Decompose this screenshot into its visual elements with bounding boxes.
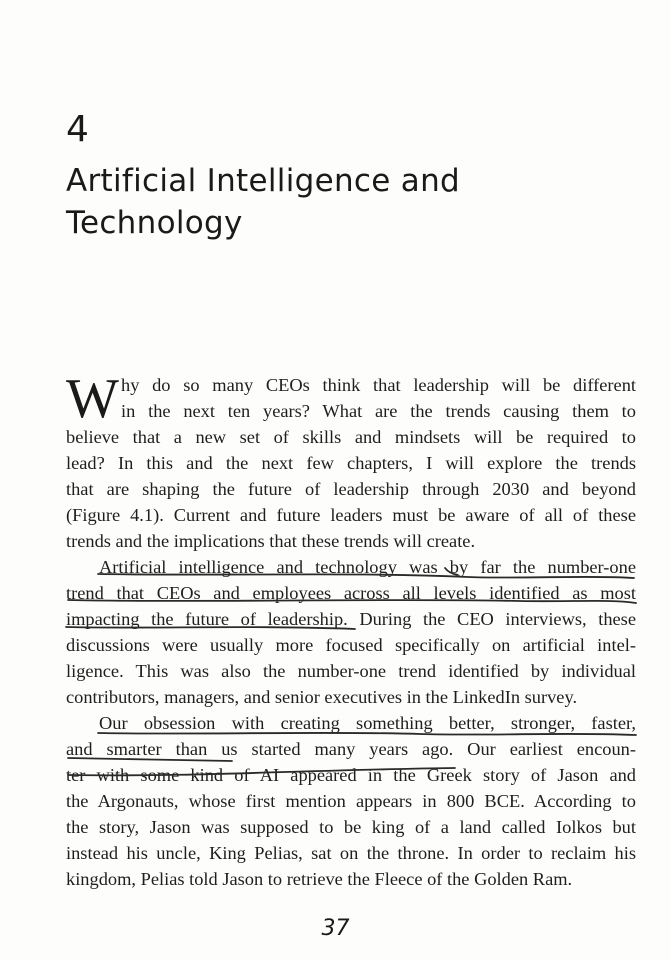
text-line: the Argonauts, whose first mention appears in 800 BCE. According to: [66, 791, 636, 811]
chapter-number: 4: [66, 109, 89, 150]
text-line: lead? In this and the next few chapters, I will explore the trends: [66, 453, 636, 473]
chapter-title: [66, 160, 626, 244]
text-line: Our obsession with creating something better, stronger, faster,: [99, 713, 636, 733]
chapter-title-line: Technology: [66, 205, 243, 241]
text-line: and smarter than us started many years ago. Our earliest encoun-: [66, 739, 636, 759]
text-line: ter with some kind of AI appeared in the Greek story of Jason and: [66, 765, 636, 785]
paragraph-2: [66, 554, 636, 710]
text-line: in the next ten years? What are the trends causing them to: [121, 401, 636, 421]
text-line: kingdom, Pelias told Jason to retrieve the Fleece of the Golden Ram.: [66, 869, 573, 889]
paragraph-3: [66, 710, 636, 892]
text-line: believe that a new set of skills and mindsets will be required to: [66, 427, 636, 447]
text-line: hy do so many CEOs think that leadership will be different: [121, 375, 636, 395]
text-line: impacting the future of leadership. During the CEO interviews, these: [66, 609, 636, 629]
text-line: contributors, managers, and senior executives in the LinkedIn survey.: [66, 687, 578, 707]
text-line: trend that CEOs and employees across all levels identified as most: [66, 583, 636, 603]
chapter-title-line: Artificial Intelligence and: [66, 163, 461, 199]
text-line: ligence. This was also the number-one trend identified by individual: [66, 661, 636, 681]
text-line: trends and the implications that these trends will create.: [66, 531, 476, 551]
text-line: the story, Jason was supposed to be king of a land called Iolkos but: [66, 817, 636, 837]
text-line: Artificial intelligence and technology was by far the number-one: [99, 557, 636, 577]
paragraph-1: [66, 372, 636, 424]
text-line: discussions were usually more focused specifically on artificial intel-: [66, 635, 636, 655]
text-line: that are shaping the future of leadership through 2030 and beyond: [66, 479, 636, 499]
text-line: (Figure 4.1). Current and future leaders must be aware of all of these: [66, 505, 636, 525]
text-line: instead his uncle, King Pelias, sat on the throne. In order to reclaim his: [66, 843, 636, 863]
body-text: [66, 368, 636, 892]
page-number: 37: [321, 916, 350, 941]
drop-cap: W: [66, 368, 119, 430]
paragraph-1-continued: [66, 424, 636, 554]
